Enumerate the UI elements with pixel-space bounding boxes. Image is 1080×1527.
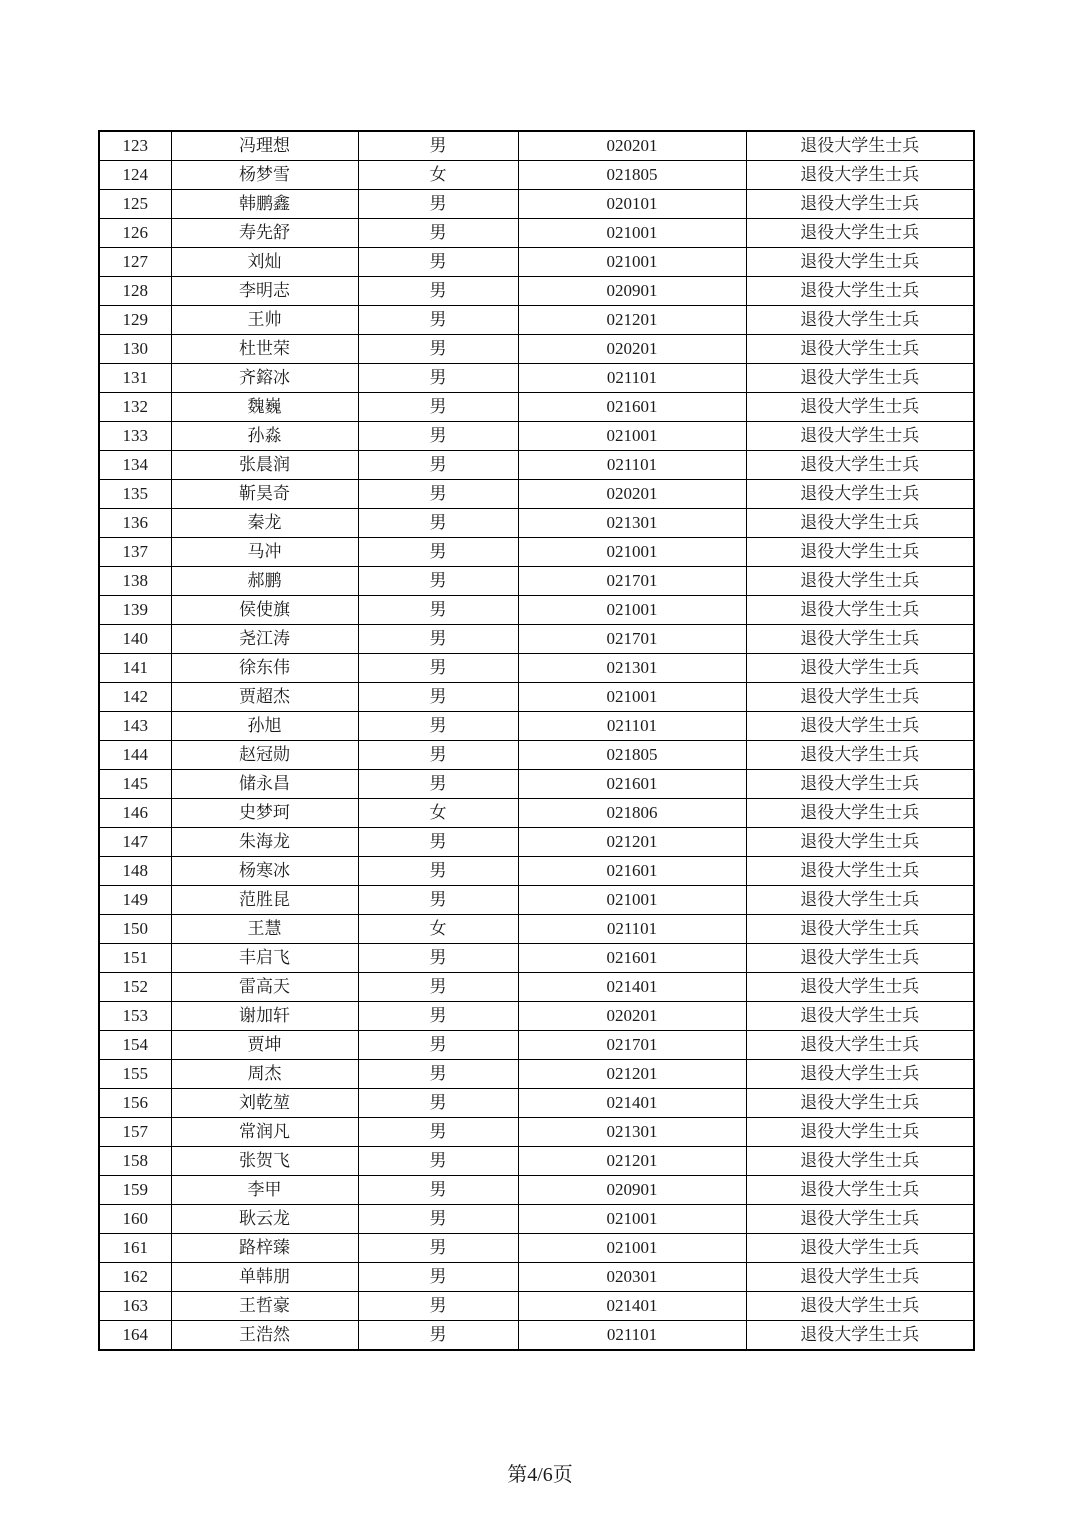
row-number-cell: 159	[99, 1176, 171, 1205]
row-number-cell: 127	[99, 248, 171, 277]
table-row	[99, 1089, 974, 1118]
code-cell: 020901	[518, 277, 746, 306]
name-cell: 雷高天	[171, 973, 358, 1002]
name-cell: 冯理想	[171, 131, 358, 161]
gender-cell: 男	[358, 596, 518, 625]
table-row	[99, 1321, 974, 1351]
code-cell: 020201	[518, 335, 746, 364]
category-cell: 退役大学生士兵	[746, 480, 974, 509]
category-cell: 退役大学生士兵	[746, 538, 974, 567]
category-cell: 退役大学生士兵	[746, 277, 974, 306]
category-cell: 退役大学生士兵	[746, 973, 974, 1002]
name-cell: 孙淼	[171, 422, 358, 451]
code-cell: 021201	[518, 306, 746, 335]
code-cell: 021601	[518, 944, 746, 973]
name-cell: 单韩朋	[171, 1263, 358, 1292]
table-row	[99, 480, 974, 509]
table-row	[99, 1118, 974, 1147]
category-cell: 退役大学生士兵	[746, 712, 974, 741]
category-cell: 退役大学生士兵	[746, 131, 974, 161]
gender-cell: 男	[358, 509, 518, 538]
category-cell: 退役大学生士兵	[746, 567, 974, 596]
table-row	[99, 1205, 974, 1234]
code-cell: 020301	[518, 1263, 746, 1292]
table-row	[99, 625, 974, 654]
name-cell: 贾坤	[171, 1031, 358, 1060]
code-cell: 021701	[518, 567, 746, 596]
row-number-cell: 123	[99, 131, 171, 161]
gender-cell: 男	[358, 567, 518, 596]
row-number-cell: 146	[99, 799, 171, 828]
code-cell: 021001	[518, 219, 746, 248]
row-number-cell: 133	[99, 422, 171, 451]
gender-cell: 男	[358, 1321, 518, 1351]
name-cell: 丰启飞	[171, 944, 358, 973]
gender-cell: 男	[358, 248, 518, 277]
name-cell: 路梓臻	[171, 1234, 358, 1263]
code-cell: 021201	[518, 828, 746, 857]
category-cell: 退役大学生士兵	[746, 770, 974, 799]
name-cell: 周杰	[171, 1060, 358, 1089]
row-number-cell: 155	[99, 1060, 171, 1089]
name-cell: 马冲	[171, 538, 358, 567]
code-cell: 021401	[518, 973, 746, 1002]
category-cell: 退役大学生士兵	[746, 509, 974, 538]
gender-cell: 男	[358, 451, 518, 480]
name-cell: 刘乾堃	[171, 1089, 358, 1118]
name-cell: 史梦珂	[171, 799, 358, 828]
name-cell: 王帅	[171, 306, 358, 335]
code-cell: 021401	[518, 1292, 746, 1321]
row-number-cell: 152	[99, 973, 171, 1002]
gender-cell: 女	[358, 161, 518, 190]
category-cell: 退役大学生士兵	[746, 1060, 974, 1089]
table-row	[99, 219, 974, 248]
gender-cell: 男	[358, 625, 518, 654]
category-cell: 退役大学生士兵	[746, 161, 974, 190]
table-row	[99, 886, 974, 915]
category-cell: 退役大学生士兵	[746, 828, 974, 857]
code-cell: 021301	[518, 654, 746, 683]
gender-cell: 男	[358, 277, 518, 306]
code-cell: 021301	[518, 1118, 746, 1147]
table-row	[99, 131, 974, 161]
row-number-cell: 148	[99, 857, 171, 886]
row-number-cell: 140	[99, 625, 171, 654]
gender-cell: 男	[358, 654, 518, 683]
row-number-cell: 124	[99, 161, 171, 190]
code-cell: 021001	[518, 683, 746, 712]
code-cell: 021101	[518, 1321, 746, 1351]
name-cell: 耿云龙	[171, 1205, 358, 1234]
gender-cell: 男	[358, 944, 518, 973]
category-cell: 退役大学生士兵	[746, 1176, 974, 1205]
row-number-cell: 130	[99, 335, 171, 364]
category-cell: 退役大学生士兵	[746, 799, 974, 828]
category-cell: 退役大学生士兵	[746, 596, 974, 625]
name-cell: 赵冠勋	[171, 741, 358, 770]
row-number-cell: 145	[99, 770, 171, 799]
name-cell: 徐东伟	[171, 654, 358, 683]
row-number-cell: 161	[99, 1234, 171, 1263]
code-cell: 021001	[518, 422, 746, 451]
name-cell: 张晨润	[171, 451, 358, 480]
table-row	[99, 1147, 974, 1176]
name-cell: 寿先舒	[171, 219, 358, 248]
table-row	[99, 741, 974, 770]
table-row	[99, 799, 974, 828]
gender-cell: 男	[358, 480, 518, 509]
roster-table	[98, 130, 975, 1351]
table-row	[99, 306, 974, 335]
table-row	[99, 1234, 974, 1263]
category-cell: 退役大学生士兵	[746, 364, 974, 393]
table-row	[99, 712, 974, 741]
name-cell: 魏巍	[171, 393, 358, 422]
table-row	[99, 973, 974, 1002]
name-cell: 刘灿	[171, 248, 358, 277]
category-cell: 退役大学生士兵	[746, 944, 974, 973]
code-cell: 021301	[518, 509, 746, 538]
table-row	[99, 364, 974, 393]
gender-cell: 男	[358, 1263, 518, 1292]
category-cell: 退役大学生士兵	[746, 1205, 974, 1234]
category-cell: 退役大学生士兵	[746, 451, 974, 480]
code-cell: 021101	[518, 712, 746, 741]
table-row	[99, 393, 974, 422]
name-cell: 齐鎔冰	[171, 364, 358, 393]
table-row	[99, 277, 974, 306]
code-cell: 021001	[518, 1234, 746, 1263]
gender-cell: 男	[358, 190, 518, 219]
row-number-cell: 150	[99, 915, 171, 944]
table-row	[99, 1031, 974, 1060]
table-row	[99, 915, 974, 944]
category-cell: 退役大学生士兵	[746, 306, 974, 335]
category-cell: 退役大学生士兵	[746, 1002, 974, 1031]
table-row	[99, 1176, 974, 1205]
code-cell: 020201	[518, 1002, 746, 1031]
gender-cell: 男	[358, 1234, 518, 1263]
name-cell: 朱海龙	[171, 828, 358, 857]
gender-cell: 男	[358, 1118, 518, 1147]
name-cell: 储永昌	[171, 770, 358, 799]
name-cell: 韩鹏鑫	[171, 190, 358, 219]
gender-cell: 男	[358, 857, 518, 886]
gender-cell: 女	[358, 799, 518, 828]
row-number-cell: 134	[99, 451, 171, 480]
category-cell: 退役大学生士兵	[746, 1321, 974, 1351]
code-cell: 021001	[518, 538, 746, 567]
name-cell: 孙旭	[171, 712, 358, 741]
row-number-cell: 156	[99, 1089, 171, 1118]
row-number-cell: 141	[99, 654, 171, 683]
name-cell: 谢加轩	[171, 1002, 358, 1031]
name-cell: 郝鹏	[171, 567, 358, 596]
name-cell: 杨梦雪	[171, 161, 358, 190]
category-cell: 退役大学生士兵	[746, 683, 974, 712]
category-cell: 退役大学生士兵	[746, 741, 974, 770]
row-number-cell: 158	[99, 1147, 171, 1176]
row-number-cell: 125	[99, 190, 171, 219]
category-cell: 退役大学生士兵	[746, 857, 974, 886]
category-cell: 退役大学生士兵	[746, 1263, 974, 1292]
name-cell: 常润凡	[171, 1118, 358, 1147]
table-row	[99, 1060, 974, 1089]
gender-cell: 男	[358, 1205, 518, 1234]
gender-cell: 男	[358, 219, 518, 248]
code-cell: 021101	[518, 364, 746, 393]
table-row	[99, 567, 974, 596]
table-row	[99, 335, 974, 364]
gender-cell: 男	[358, 393, 518, 422]
category-cell: 退役大学生士兵	[746, 393, 974, 422]
row-number-cell: 154	[99, 1031, 171, 1060]
category-cell: 退役大学生士兵	[746, 625, 974, 654]
gender-cell: 男	[358, 306, 518, 335]
code-cell: 021601	[518, 393, 746, 422]
row-number-cell: 139	[99, 596, 171, 625]
code-cell: 021201	[518, 1147, 746, 1176]
category-cell: 退役大学生士兵	[746, 1089, 974, 1118]
name-cell: 贾超杰	[171, 683, 358, 712]
category-cell: 退役大学生士兵	[746, 1031, 974, 1060]
code-cell: 021401	[518, 1089, 746, 1118]
table-row	[99, 248, 974, 277]
table-row	[99, 944, 974, 973]
gender-cell: 男	[358, 973, 518, 1002]
category-cell: 退役大学生士兵	[746, 190, 974, 219]
category-cell: 退役大学生士兵	[746, 886, 974, 915]
code-cell: 021601	[518, 770, 746, 799]
code-cell: 021001	[518, 596, 746, 625]
code-cell: 021101	[518, 915, 746, 944]
row-number-cell: 160	[99, 1205, 171, 1234]
row-number-cell: 142	[99, 683, 171, 712]
gender-cell: 男	[358, 683, 518, 712]
row-number-cell: 129	[99, 306, 171, 335]
row-number-cell: 135	[99, 480, 171, 509]
code-cell: 021001	[518, 886, 746, 915]
name-cell: 张贺飞	[171, 1147, 358, 1176]
row-number-cell: 157	[99, 1118, 171, 1147]
name-cell: 尧江涛	[171, 625, 358, 654]
table-row	[99, 828, 974, 857]
name-cell: 王浩然	[171, 1321, 358, 1351]
category-cell: 退役大学生士兵	[746, 1118, 974, 1147]
table-row	[99, 770, 974, 799]
gender-cell: 男	[358, 1031, 518, 1060]
name-cell: 秦龙	[171, 509, 358, 538]
category-cell: 退役大学生士兵	[746, 219, 974, 248]
table-row	[99, 190, 974, 219]
name-cell: 王慧	[171, 915, 358, 944]
code-cell: 020901	[518, 1176, 746, 1205]
category-cell: 退役大学生士兵	[746, 248, 974, 277]
row-number-cell: 143	[99, 712, 171, 741]
gender-cell: 男	[358, 1147, 518, 1176]
table-row	[99, 509, 974, 538]
row-number-cell: 162	[99, 1263, 171, 1292]
code-cell: 021201	[518, 1060, 746, 1089]
row-number-cell: 151	[99, 944, 171, 973]
table-row	[99, 596, 974, 625]
name-cell: 李明志	[171, 277, 358, 306]
gender-cell: 男	[358, 886, 518, 915]
page-number: 第4/6页	[507, 1464, 573, 1486]
row-number-cell: 137	[99, 538, 171, 567]
table-row	[99, 161, 974, 190]
gender-cell: 男	[358, 538, 518, 567]
table-row	[99, 422, 974, 451]
gender-cell: 男	[358, 1176, 518, 1205]
gender-cell: 男	[358, 1002, 518, 1031]
gender-cell: 男	[358, 364, 518, 393]
category-cell: 退役大学生士兵	[746, 335, 974, 364]
category-cell: 退役大学生士兵	[746, 1234, 974, 1263]
code-cell: 021805	[518, 161, 746, 190]
code-cell: 021701	[518, 625, 746, 654]
code-cell: 021001	[518, 1205, 746, 1234]
code-cell: 021805	[518, 741, 746, 770]
gender-cell: 男	[358, 828, 518, 857]
category-cell: 退役大学生士兵	[746, 1292, 974, 1321]
gender-cell: 男	[358, 422, 518, 451]
code-cell: 020101	[518, 190, 746, 219]
row-number-cell: 147	[99, 828, 171, 857]
table-row	[99, 1263, 974, 1292]
roster-table-body	[99, 131, 974, 1350]
code-cell: 021601	[518, 857, 746, 886]
row-number-cell: 128	[99, 277, 171, 306]
row-number-cell: 164	[99, 1321, 171, 1351]
name-cell: 杜世荣	[171, 335, 358, 364]
name-cell: 王哲豪	[171, 1292, 358, 1321]
code-cell: 020201	[518, 131, 746, 161]
row-number-cell: 149	[99, 886, 171, 915]
row-number-cell: 163	[99, 1292, 171, 1321]
name-cell: 范胜昆	[171, 886, 358, 915]
row-number-cell: 132	[99, 393, 171, 422]
row-number-cell: 136	[99, 509, 171, 538]
gender-cell: 男	[358, 1060, 518, 1089]
code-cell: 021701	[518, 1031, 746, 1060]
category-cell: 退役大学生士兵	[746, 654, 974, 683]
name-cell: 侯使旗	[171, 596, 358, 625]
name-cell: 靳昊奇	[171, 480, 358, 509]
gender-cell: 男	[358, 1292, 518, 1321]
gender-cell: 男	[358, 770, 518, 799]
row-number-cell: 131	[99, 364, 171, 393]
code-cell: 021001	[518, 248, 746, 277]
category-cell: 退役大学生士兵	[746, 915, 974, 944]
row-number-cell: 126	[99, 219, 171, 248]
gender-cell: 女	[358, 915, 518, 944]
gender-cell: 男	[358, 335, 518, 364]
table-row	[99, 857, 974, 886]
table-row	[99, 1292, 974, 1321]
gender-cell: 男	[358, 131, 518, 161]
code-cell: 020201	[518, 480, 746, 509]
table-row	[99, 538, 974, 567]
table-row	[99, 1002, 974, 1031]
gender-cell: 男	[358, 712, 518, 741]
category-cell: 退役大学生士兵	[746, 1147, 974, 1176]
row-number-cell: 144	[99, 741, 171, 770]
category-cell: 退役大学生士兵	[746, 422, 974, 451]
name-cell: 李甲	[171, 1176, 358, 1205]
name-cell: 杨寒冰	[171, 857, 358, 886]
table-row	[99, 451, 974, 480]
row-number-cell: 138	[99, 567, 171, 596]
gender-cell: 男	[358, 741, 518, 770]
code-cell: 021101	[518, 451, 746, 480]
gender-cell: 男	[358, 1089, 518, 1118]
table-row	[99, 654, 974, 683]
table-row	[99, 683, 974, 712]
row-number-cell: 153	[99, 1002, 171, 1031]
code-cell: 021806	[518, 799, 746, 828]
